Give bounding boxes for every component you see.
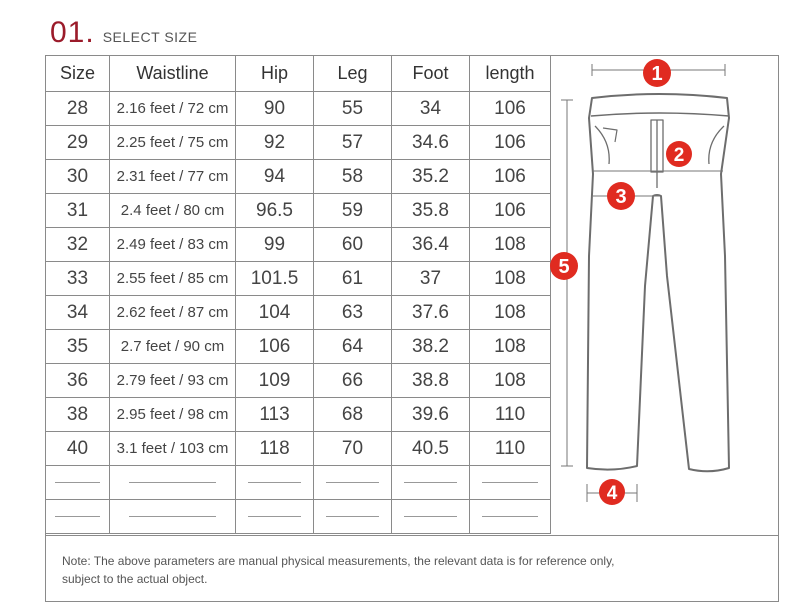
cell-waistline: 2.62 feet / 87 cm	[110, 296, 236, 330]
blank-line	[248, 516, 302, 517]
marker-3	[607, 182, 635, 210]
header-hip: Hip	[236, 56, 314, 92]
cell-waistline: 2.4 feet / 80 cm	[110, 194, 236, 228]
cell-size: 29	[46, 126, 110, 160]
marker-label: 2	[673, 145, 685, 166]
cell-size: 34	[46, 296, 110, 330]
cell-size: 30	[46, 160, 110, 194]
waistband-line	[591, 113, 729, 116]
cell-length: 106	[470, 92, 551, 126]
empty-cell	[110, 466, 236, 500]
marker-2	[666, 141, 692, 167]
left-pocket	[595, 126, 609, 164]
marker-label: 4	[606, 483, 618, 504]
cell-foot: 40.5	[392, 432, 470, 466]
blank-line	[404, 516, 458, 517]
marker-1	[643, 59, 671, 87]
cell-waistline: 2.16 feet / 72 cm	[110, 92, 236, 126]
table-row	[46, 228, 551, 262]
cell-waistline: 2.95 feet / 98 cm	[110, 398, 236, 432]
empty-cell	[470, 500, 551, 534]
cell-waistline: 2.79 feet / 93 cm	[110, 364, 236, 398]
cell-hip: 118	[236, 432, 314, 466]
cell-foot: 34	[392, 92, 470, 126]
note-line-2: subject to the actual object.	[62, 572, 208, 586]
empty-cell	[314, 466, 392, 500]
right-pocket	[709, 126, 724, 164]
table-row	[46, 330, 551, 364]
cell-hip: 104	[236, 296, 314, 330]
cell-size: 32	[46, 228, 110, 262]
cell-size: 31	[46, 194, 110, 228]
empty-cell	[236, 500, 314, 534]
blank-line	[55, 516, 99, 517]
cell-hip: 94	[236, 160, 314, 194]
cell-waistline: 2.31 feet / 77 cm	[110, 160, 236, 194]
empty-cell	[392, 500, 470, 534]
blank-line	[248, 482, 302, 483]
cell-hip: 101.5	[236, 262, 314, 296]
cell-leg: 63	[314, 296, 392, 330]
cell-waistline: 3.1 feet / 103 cm	[110, 432, 236, 466]
table-row	[46, 432, 551, 466]
header-size: Size	[46, 56, 110, 92]
table-row	[46, 262, 551, 296]
cell-leg: 70	[314, 432, 392, 466]
trousers-diagram	[549, 56, 778, 535]
table-row	[46, 194, 551, 228]
cell-waistline: 2.7 feet / 90 cm	[110, 330, 236, 364]
table-row	[46, 160, 551, 194]
cell-waistline: 2.49 feet / 83 cm	[110, 228, 236, 262]
cell-leg: 58	[314, 160, 392, 194]
empty-table-row	[46, 466, 551, 500]
cell-leg: 59	[314, 194, 392, 228]
blank-line	[482, 516, 538, 517]
blank-line	[404, 482, 458, 483]
header-length: length	[470, 56, 551, 92]
cell-waistline: 2.55 feet / 85 cm	[110, 262, 236, 296]
cell-leg: 68	[314, 398, 392, 432]
cell-waistline: 2.25 feet / 75 cm	[110, 126, 236, 160]
blank-line	[326, 516, 380, 517]
blank-line	[129, 482, 217, 483]
header-waistline: Waistline	[110, 56, 236, 92]
cell-hip: 96.5	[236, 194, 314, 228]
marker-4	[599, 479, 625, 505]
blank-line	[482, 482, 538, 483]
cell-size: 36	[46, 364, 110, 398]
table-header-row	[46, 56, 551, 92]
cell-leg: 61	[314, 262, 392, 296]
cell-foot: 38.2	[392, 330, 470, 364]
empty-table-row	[46, 500, 551, 534]
disclaimer-note	[62, 552, 762, 588]
cell-foot: 34.6	[392, 126, 470, 160]
cell-hip: 113	[236, 398, 314, 432]
blank-line	[129, 516, 217, 517]
cell-size: 28	[46, 92, 110, 126]
cell-length: 110	[470, 432, 551, 466]
section-subtitle: SELECT SIZE	[102, 29, 198, 45]
section-heading	[50, 12, 197, 48]
cell-hip: 90	[236, 92, 314, 126]
cell-length: 106	[470, 194, 551, 228]
header-foot: Foot	[392, 56, 470, 92]
cell-size: 38	[46, 398, 110, 432]
empty-cell	[46, 466, 110, 500]
cell-hip: 106	[236, 330, 314, 364]
table-row	[46, 398, 551, 432]
table-row	[46, 92, 551, 126]
cell-leg: 64	[314, 330, 392, 364]
cell-length: 108	[470, 262, 551, 296]
cell-foot: 35.2	[392, 160, 470, 194]
cell-size: 40	[46, 432, 110, 466]
cell-leg: 57	[314, 126, 392, 160]
table-row	[46, 126, 551, 160]
cell-leg: 60	[314, 228, 392, 262]
cell-leg: 66	[314, 364, 392, 398]
note-divider	[45, 535, 779, 536]
section-number: 01.	[50, 16, 95, 49]
cell-length: 106	[470, 160, 551, 194]
marker-label: 3	[615, 186, 627, 208]
cell-leg: 55	[314, 92, 392, 126]
empty-cell	[314, 500, 392, 534]
cell-length: 108	[470, 364, 551, 398]
cell-foot: 37	[392, 262, 470, 296]
cell-length: 108	[470, 330, 551, 364]
cell-foot: 37.6	[392, 296, 470, 330]
marker-5	[550, 252, 578, 280]
cell-hip: 99	[236, 228, 314, 262]
cell-hip: 92	[236, 126, 314, 160]
empty-cell	[46, 500, 110, 534]
empty-cell	[236, 466, 314, 500]
trousers-svg	[549, 56, 778, 535]
cell-foot: 38.8	[392, 364, 470, 398]
empty-cell	[110, 500, 236, 534]
cell-foot: 35.8	[392, 194, 470, 228]
empty-cell	[470, 466, 551, 500]
cell-foot: 36.4	[392, 228, 470, 262]
marker-label: 1	[651, 63, 663, 85]
size-table	[45, 55, 551, 534]
blank-line	[326, 482, 380, 483]
empty-cell	[392, 466, 470, 500]
marker-label: 5	[558, 256, 570, 278]
note-line-1: Note: The above parameters are manual physical measurements, the relevant data is for reference only,	[62, 554, 615, 568]
measure-lines	[561, 64, 725, 502]
table-row	[46, 364, 551, 398]
cell-length: 106	[470, 126, 551, 160]
header-leg: Leg	[314, 56, 392, 92]
table-row	[46, 296, 551, 330]
cell-length: 110	[470, 398, 551, 432]
blank-line	[55, 482, 99, 483]
cell-length: 108	[470, 296, 551, 330]
cell-size: 35	[46, 330, 110, 364]
cell-hip: 109	[236, 364, 314, 398]
cell-foot: 39.6	[392, 398, 470, 432]
cell-length: 108	[470, 228, 551, 262]
cell-size: 33	[46, 262, 110, 296]
